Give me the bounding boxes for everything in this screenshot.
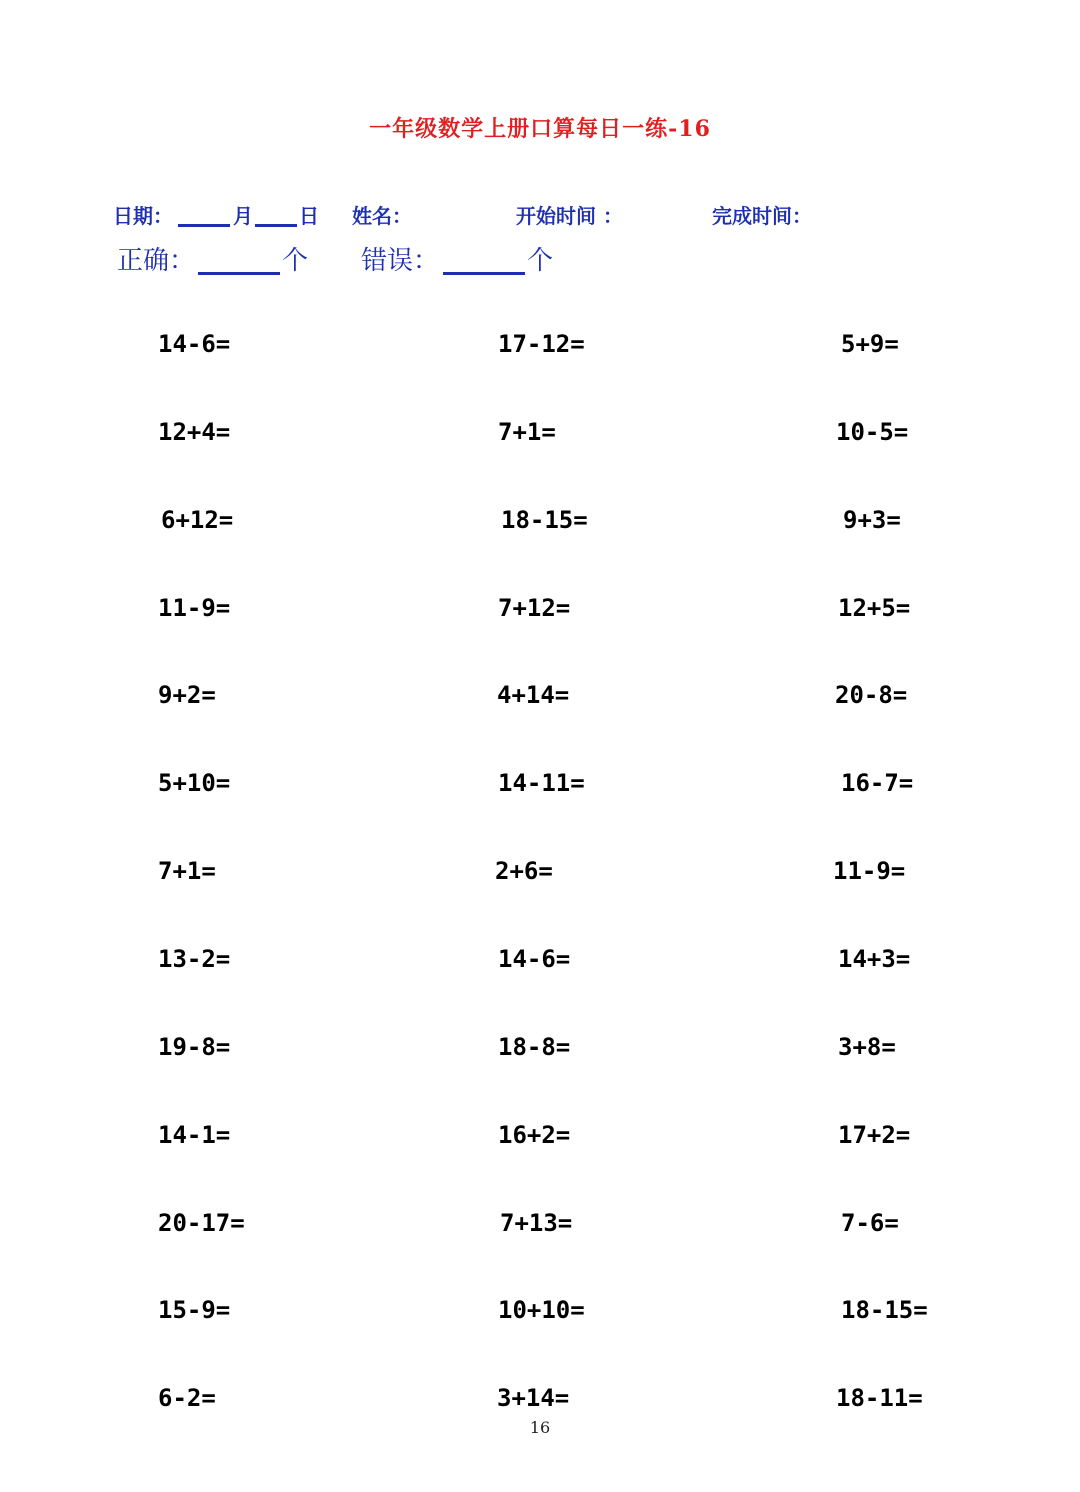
problem-item: 20-8= (835, 681, 908, 709)
problem-item: 16-7= (841, 769, 914, 797)
problem-item: 15-9= (158, 1296, 231, 1324)
problem-item: 6+12= (161, 506, 234, 534)
finish-time-label: 完成时间： (712, 204, 812, 228)
problem-item: 2+6= (495, 857, 553, 885)
problem-item: 16+2= (498, 1121, 571, 1149)
name-label: 姓名： (352, 204, 412, 228)
wrong-unit: 个 (527, 246, 554, 276)
problem-item: 18-8= (498, 1033, 571, 1061)
problem-item: 3+8= (838, 1033, 896, 1061)
problem-item: 3+14= (497, 1384, 570, 1412)
month-blank[interactable] (178, 224, 230, 227)
problem-item: 7+13= (500, 1209, 573, 1237)
start-time-label: 开始时间 ： (516, 204, 623, 228)
problem-item: 14-1= (158, 1121, 231, 1149)
correct-unit: 个 (282, 246, 309, 276)
day-label: 日 (299, 204, 319, 228)
problem-item: 9+2= (158, 681, 216, 709)
problem-item: 20-17= (158, 1209, 245, 1237)
problem-item: 9+3= (843, 506, 901, 534)
problem-item: 12+4= (158, 418, 231, 446)
problem-item: 10+10= (498, 1296, 585, 1324)
month-label: 月 (233, 204, 253, 228)
day-blank[interactable] (255, 224, 297, 227)
problem-item: 7+1= (158, 857, 216, 885)
wrong-blank[interactable] (443, 272, 525, 275)
wrong-label: 错误： (361, 246, 440, 276)
problem-item: 5+9= (841, 330, 899, 358)
problem-item: 17-12= (498, 330, 585, 358)
date-label: 日期： (113, 204, 173, 228)
problem-item: 14-6= (498, 945, 571, 973)
correct-blank[interactable] (198, 272, 280, 275)
problem-item: 18-11= (836, 1384, 923, 1412)
problem-item: 12+5= (838, 594, 911, 622)
problem-item: 5+10= (158, 769, 231, 797)
problem-item: 11-9= (158, 594, 231, 622)
page-number: 16 (529, 1418, 551, 1437)
problem-item: 14+3= (838, 945, 911, 973)
problem-item: 10-5= (836, 418, 909, 446)
problem-item: 7-6= (841, 1209, 899, 1237)
problem-item: 4+14= (497, 681, 570, 709)
problem-item: 6-2= (158, 1384, 216, 1412)
problem-item: 18-15= (841, 1296, 928, 1324)
worksheet-title: 一年级数学上册口算每日一练-16 (369, 116, 711, 142)
problem-item: 17+2= (838, 1121, 911, 1149)
problem-item: 19-8= (158, 1033, 231, 1061)
problem-item: 13-2= (158, 945, 231, 973)
problem-item: 18-15= (501, 506, 588, 534)
problem-item: 7+12= (498, 594, 571, 622)
problem-item: 11-9= (833, 857, 906, 885)
problem-item: 14-6= (158, 330, 231, 358)
correct-label: 正确： (117, 246, 196, 276)
problem-item: 7+1= (498, 418, 556, 446)
problem-item: 14-11= (498, 769, 585, 797)
